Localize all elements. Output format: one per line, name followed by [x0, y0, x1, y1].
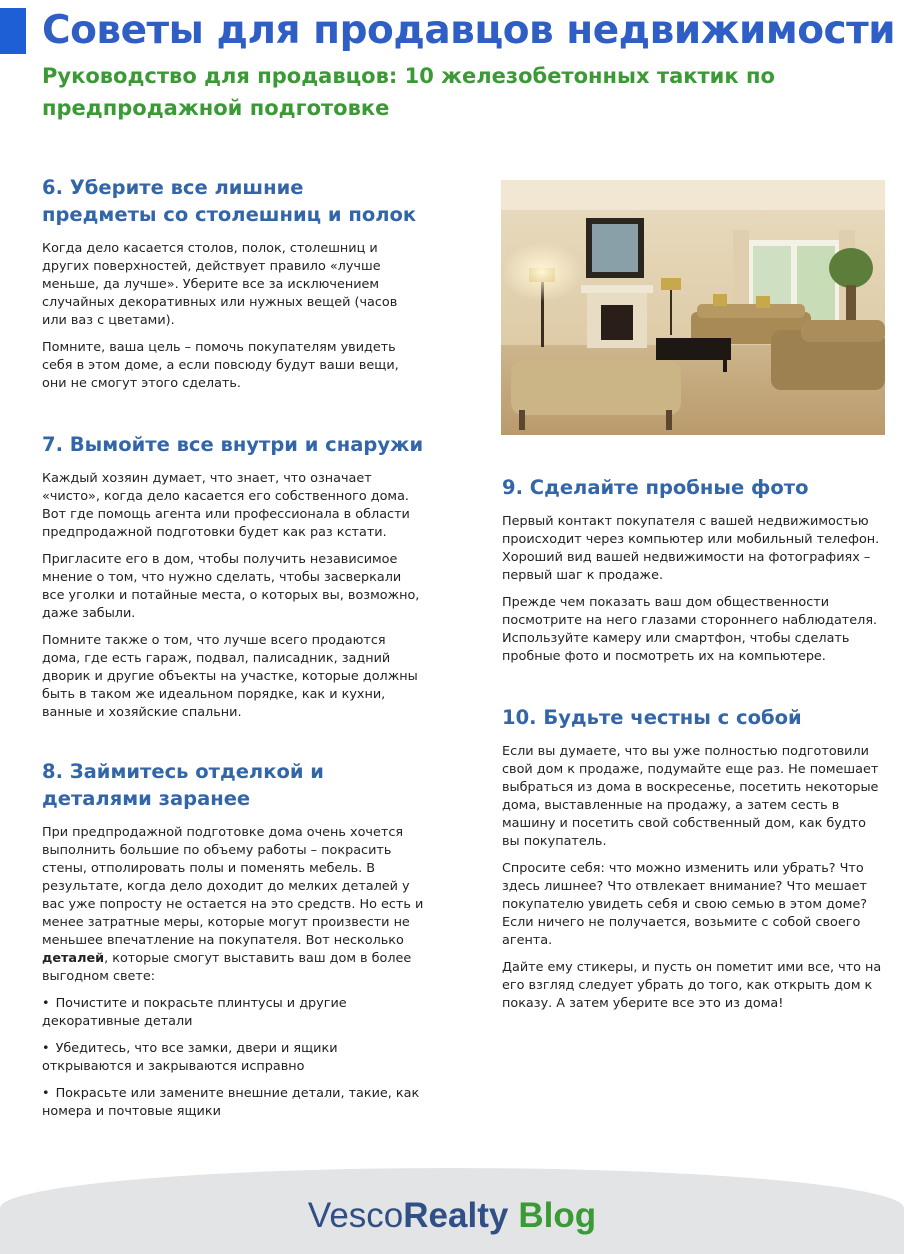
logo-blog: Blog	[518, 1196, 597, 1235]
section-8-paragraph-1	[42, 824, 424, 986]
section-7-paragraph-3: Помните также о том, что лучше всего продаются дома, где есть гараж, подвал, палисадник, задний дворик и другие объекты на участке, которые должны быть в таком же идеальном порядке, как и кухни, ванные и хозяйские спальни.	[42, 633, 418, 720]
section-10-paragraph-3: Дайте ему стикеры, и пусть он пометит ими все, что на его взгляд следует убрать до того, как открыть дом к показу. А затем уберите все это из дома!	[502, 960, 882, 1011]
list-item: • Покрасьте или замените внешние детали, такие, как номера и почтовые ящики	[42, 1086, 420, 1119]
section-6-heading: 6. Уберите все лишние предметы со столешниц и полок	[42, 176, 417, 226]
section-8-text-after: , которые смогут выставить ваш дом в более выгодном свете:	[42, 951, 412, 984]
list-item: • Почистите и покрасьте плинтусы и другие декоративные детали	[42, 996, 347, 1029]
section-9	[502, 474, 887, 666]
section-7-heading: 7. Вымойте все внутри и снаружи	[42, 433, 424, 456]
title-accent-bar	[0, 8, 26, 54]
page-subtitle: Руководство для продавцов: 10 железобетонных тактик по предпродажной подготовке	[42, 64, 775, 120]
section-8-heading: 8. Займитесь отделкой и деталями заранее	[42, 760, 324, 810]
section-7-paragraph-1: Каждый хозяин думает, что знает, что означает «чисто», когда дело касается его собственного дома. Вот где помощь агента или профессионала в области предпродажной подготовки будет как раз кстати.	[42, 471, 410, 540]
vescorealty-blog-logo	[0, 1194, 904, 1238]
list-item: • Убедитесь, что все замки, двери и ящики открываются и закрываются исправно	[42, 1041, 338, 1074]
section-10-heading: 10. Будьте честны с собой	[502, 706, 802, 729]
section-8-bullet-list	[42, 995, 424, 1121]
section-8-text-before: При предпродажной подготовке дома очень хочется выполнить большие по объему работы – покрасить стены, отполировать полы и поменять мебель. В результате, когда дело доходит до мелких деталей у вас уже попросту не остается на это средств. Но есть и менее затратные меры, которые могут произвести не меньшее впечатление на покупателя. Вот несколько	[42, 825, 424, 948]
section-6-paragraph-1: Когда дело касается столов, полок, столешниц и других поверхностей, действует правило «лучше меньше, да лучше». Уберите все за исключением случайных декоративных или нужных вещей (часов или ваз с цветами).	[42, 241, 398, 328]
bullet-icon: •	[42, 1086, 50, 1101]
logo-realty: Realty	[403, 1196, 509, 1235]
section-9-paragraph-2: Прежде чем показать ваш дом общественности посмотрите на него глазами стороннего наблюдателя. Используйте камеру или смартфон, чтобы сделать пробные фото и посмотреть их на компьютере.	[502, 595, 878, 664]
bullet-icon: •	[42, 996, 50, 1011]
section-8-bold-word: деталей	[42, 951, 105, 966]
section-7-paragraph-2: Пригласите его в дом, чтобы получить независимое мнение о том, что нужно сделать, чтобы засверкали все уголки и потайные места, о которых вы, возможно, даже забыли.	[42, 552, 420, 621]
section-6-paragraph-2: Помните, ваша цель – помочь покупателям увидеть себя в этом доме, а если повсюду будут ваши вещи, они не смогут этого сделать.	[42, 340, 399, 391]
section-8	[42, 758, 424, 1121]
section-6	[42, 174, 424, 393]
section-10	[502, 704, 887, 1013]
section-10-paragraph-2: Спросите себя: что можно изменить или убрать? Что здесь лишнее? Что отвлекает внимание? Что мешает покупателю увидеть себя и свою семью в этом доме? Если ничего не получается, возьмите с собой своего агента.	[502, 861, 868, 948]
section-9-paragraph-1: Первый контакт покупателя с вашей недвижимостью происходит через компьютер или мобильный телефон. Хороший вид вашей недвижимости на фотографиях – первый шаг к продаже.	[502, 514, 880, 583]
page-title: Советы для продавцов недвижимости	[42, 8, 896, 53]
bullet-icon: •	[42, 1041, 50, 1056]
logo-vesco: Vesco	[307, 1196, 404, 1235]
left-column	[42, 174, 424, 1159]
section-7	[42, 431, 424, 722]
right-column	[502, 474, 887, 1051]
section-10-paragraph-1: Если вы думаете, что вы уже полностью подготовили свой дом к продаже, подумайте еще раз. Не помешает выбраться из дома в воскресенье, посетить некоторые дома, выставленные на продажу, а затем сесть в машину и посетить свой собственный дом, как будто вы покупатель.	[502, 744, 879, 849]
section-9-heading: 9. Сделайте пробные фото	[502, 476, 809, 499]
living-room-photo	[501, 180, 885, 435]
